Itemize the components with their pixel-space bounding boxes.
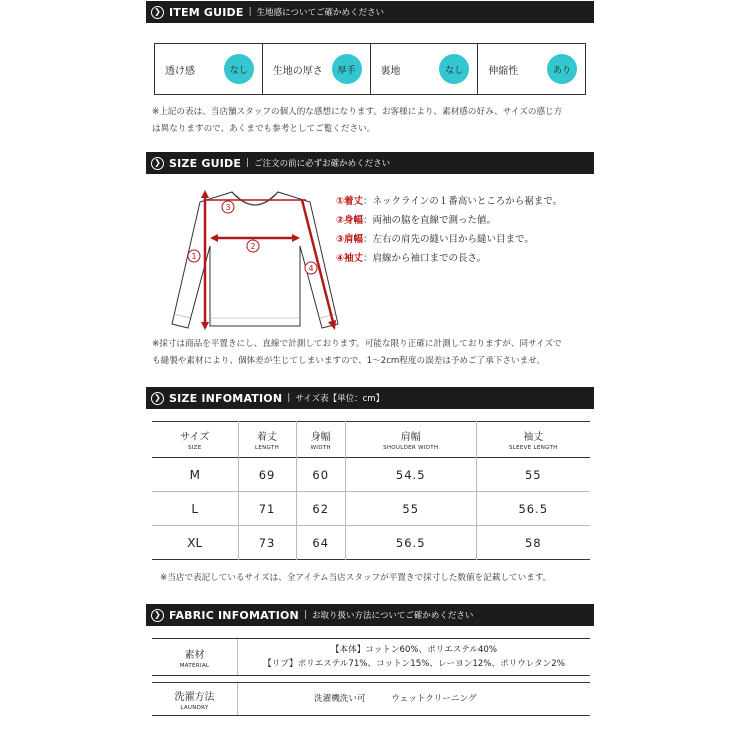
value-cell: 71 — [238, 492, 296, 526]
fabric-info-header — [146, 604, 594, 626]
legend-item — [336, 192, 562, 211]
item-guide-note — [152, 104, 592, 138]
value-cell: 56.5 — [518, 501, 549, 516]
size-table-header-row — [152, 422, 590, 458]
value-cell: 58 — [524, 535, 542, 550]
guide-badge: あり — [547, 54, 577, 84]
value-cell: 73 — [238, 526, 296, 560]
legend-desc: ：両袖の脇を直線で測った値。 — [363, 215, 497, 226]
header-divider: | — [248, 7, 252, 17]
guide-label: 透け感 — [165, 65, 195, 77]
col-header-length: 着丈 LENGTH — [238, 422, 296, 458]
size-guide-subtitle: ご注文の前に必ずお確かめください — [254, 159, 391, 169]
note-line: も縫製や素材により、個体差が生じてしまいますので、1〜2cm程度の誤差は予めご了承下さいませ。 — [152, 356, 546, 366]
material-line: 【本体】コットン60%、ポリエステル40% — [330, 645, 498, 655]
marker-3: 3 — [225, 203, 231, 212]
material-label: 素材 — [184, 649, 205, 661]
note-line: ※採寸は商品を平置きにし、直線で計測しております。可能な限り正確に計測しておりますが、同サイズで — [152, 339, 562, 349]
size-guide-legend — [336, 192, 562, 268]
fabric-info-subtitle: お取り扱い方法についてご確かめください — [312, 611, 474, 621]
value-cell: 60 — [296, 458, 345, 492]
size-guide-header — [146, 152, 594, 174]
laundry-value: 洗濯機洗い可 ウェットクリーニング — [314, 694, 477, 704]
col-header-shoulder: 肩幅 SHOULDER WIDTH — [345, 422, 476, 458]
value-cell: 62 — [296, 492, 345, 526]
value-cell: 54.5 — [345, 458, 476, 492]
header-divider: | — [303, 610, 307, 620]
size-cell: XL — [152, 526, 238, 560]
chevron-right-icon: ❯ — [151, 609, 164, 622]
chevron-right-icon: ❯ — [151, 6, 164, 19]
guide-cell-sheerness — [155, 44, 263, 94]
legend-desc: ：左右の肩先の縫い目から縫い目まで。 — [363, 234, 534, 245]
value-cell: 55 — [524, 467, 542, 482]
guide-cell-lining — [371, 44, 479, 94]
legend-key: ②身幅 — [336, 215, 364, 226]
laundry-header — [152, 683, 238, 715]
legend-key: ③肩幅 — [336, 234, 364, 245]
size-cell: L — [152, 492, 238, 526]
note-line: ※上記の表は、当店舗スタッフの個人的な感想になります。お客様により、素材感の好み、サイズの感じ方 — [152, 107, 563, 117]
value-cell: 69 — [238, 458, 296, 492]
laundry-label: 洗濯方法 — [174, 691, 215, 703]
material-sublabel: MATERIAL — [179, 662, 210, 669]
guide-badge: なし — [224, 54, 254, 84]
item-guide-subtitle: 生地感についてご確かめください — [256, 8, 384, 18]
legend-item — [336, 230, 562, 249]
value-cell: 56.5 — [345, 526, 476, 560]
size-table — [152, 421, 590, 560]
material-row — [152, 638, 590, 676]
legend-key: ①着丈 — [336, 196, 364, 207]
size-info-subtitle: サイズ表【単位：cm】 — [295, 394, 385, 404]
col-header-width: 身幅 WIDTH — [296, 422, 345, 458]
col-header-size: サイズ SIZE — [152, 422, 238, 458]
size-info-title: SIZE INFOMATION — [169, 391, 283, 405]
table-row — [152, 492, 590, 526]
laundry-row — [152, 682, 590, 716]
tshirt-diagram — [160, 186, 350, 332]
legend-item — [336, 249, 562, 268]
fabric-info-title: FABRIC INFOMATION — [169, 608, 299, 622]
guide-cell-thickness — [263, 44, 371, 94]
chevron-right-icon: ❯ — [151, 157, 164, 170]
laundry-sublabel: LAUNDRY — [180, 704, 209, 711]
item-guide-header — [146, 1, 594, 23]
guide-badge: 厚手 — [332, 54, 362, 84]
item-guide-table — [154, 43, 586, 95]
size-guide-note — [152, 336, 592, 370]
size-cell: M — [152, 458, 238, 492]
marker-1: 1 — [191, 252, 197, 261]
material-line: 【リブ】ポリエステル71%、コットン15%、レーヨン12%、ポリウレタン2% — [263, 659, 565, 669]
size-info-note: ※当店で表記しているサイズは、全アイテム当店スタッフが平置きで採寸した数値を記載しています。 — [160, 573, 552, 583]
material-value — [238, 639, 590, 675]
table-row — [152, 526, 590, 560]
guide-label: 伸縮性 — [488, 65, 519, 77]
guide-badge: なし — [439, 54, 469, 84]
arrow-down-icon — [201, 322, 209, 330]
legend-desc: ：肩線から袖口までの長さ。 — [363, 253, 487, 264]
marker-2: 2 — [250, 242, 256, 251]
header-divider: | — [287, 393, 291, 403]
marker-4: 4 — [308, 264, 314, 273]
guide-cell-stretch — [478, 44, 585, 94]
size-guide-title: SIZE GUIDE — [169, 156, 242, 170]
guide-label: 裏地 — [380, 65, 401, 77]
note-line: は異なりますので、あくまでも参考としてご覧ください。 — [152, 124, 376, 134]
legend-key: ④袖丈 — [336, 253, 364, 264]
size-info-header — [146, 387, 594, 409]
value-cell: 55 — [345, 492, 476, 526]
table-row — [152, 458, 590, 492]
value-cell: 64 — [296, 526, 345, 560]
item-guide-title: ITEM GUIDE — [169, 5, 244, 19]
arrow-up-icon — [201, 190, 209, 198]
material-header — [152, 639, 238, 675]
legend-item — [336, 211, 562, 230]
col-header-sleeve: 袖丈 SLEEVE LENGTH — [508, 432, 558, 451]
header-divider: | — [246, 158, 250, 168]
guide-label: 生地の厚さ — [272, 65, 323, 77]
legend-desc: ：ネックラインの１番高いところから裾まで。 — [363, 196, 563, 207]
chevron-right-icon: ❯ — [151, 392, 164, 405]
